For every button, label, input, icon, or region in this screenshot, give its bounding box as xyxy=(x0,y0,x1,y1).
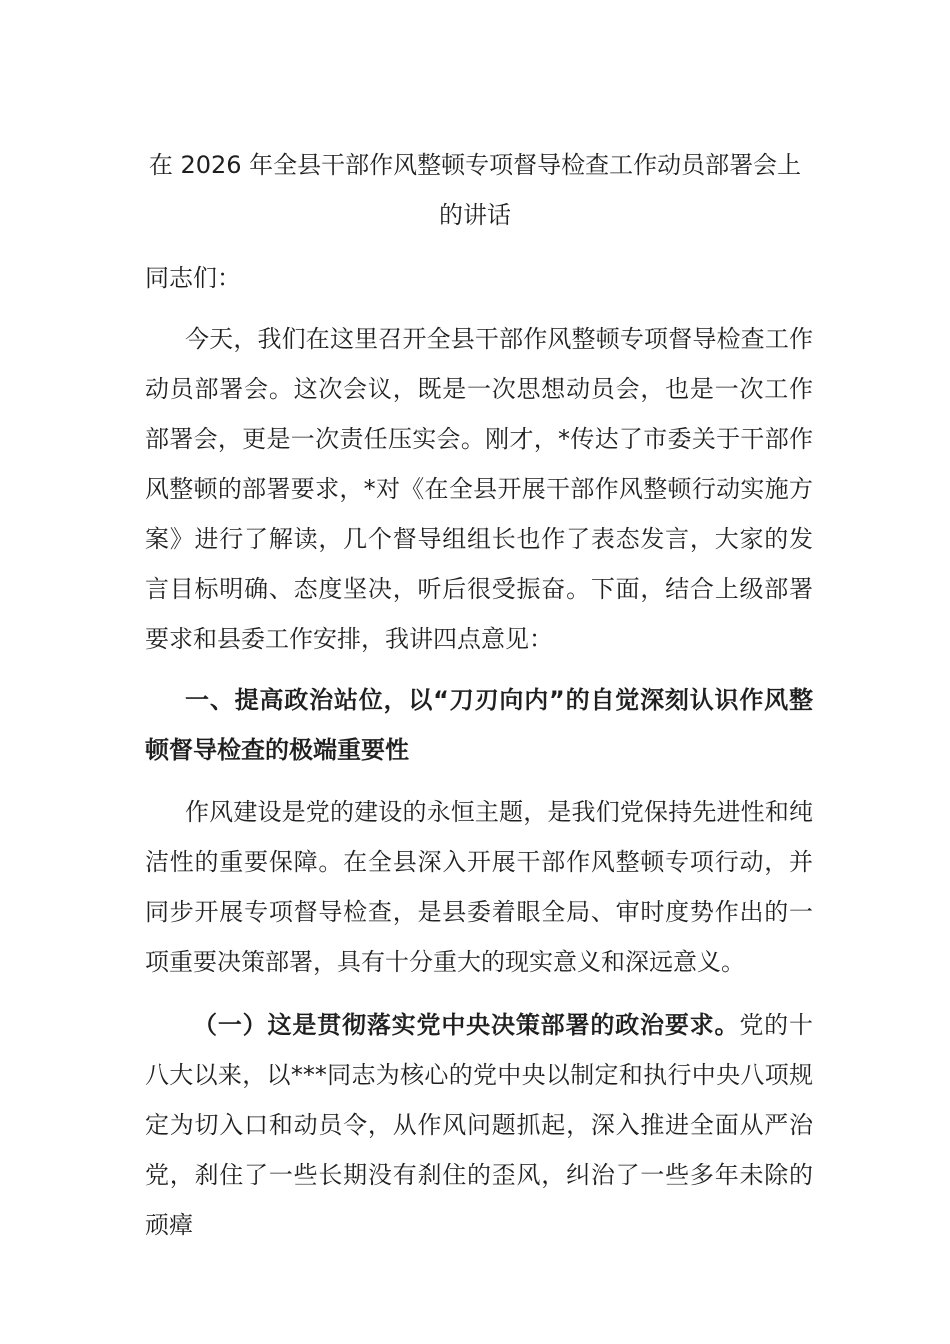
paragraph-subsection-1 xyxy=(145,1000,813,1250)
section-heading-1: 一、提高政治站位，以“刀刃向内”的自觉深刻认识作风整顿督导检查的极端重要性 xyxy=(145,686,813,764)
paragraph-section-1: 作风建设是党的建设的永恒主题，是我们党保持先进性和纯洁性的重要保障。在全县深入开展干部作风整顿专项行动，并同步开展专项督导检查，是县委着眼全局、审时度势作出的一项重要决策部署，具有十分重大的现实意义和深远意义。 xyxy=(145,798,813,976)
subsection-body-1: 党的十八大以来，以***同志为核心的党中央以制定和执行中央八项规定为切入口和动员令，从作风问题抓起，深入推进全面从严治党，刹住了一些长期没有刹住的歪风，纠治了一些多年未除的顽瘴 xyxy=(145,1011,814,1239)
subsection-heading-1: （一）这是贯彻落实党中央决策部署的政治要求。 xyxy=(193,1011,740,1039)
paragraph-intro: 今天，我们在这里召开全县干部作风整顿专项督导检查工作动员部署会。这次会议，既是一次思想动员会，也是一次工作部署会，更是一次责任压实会。刚才，*传达了市委关于干部作风整顿的部署要求，*对《在全县开展干部作风整顿行动实施方案》进行了解读，几个督导组组长也作了表态发言，大家的发言目标明确、态度坚决，听后很受振奋。下面，结合上级部署要求和县委工作安排，我讲四点意见： xyxy=(145,325,813,653)
salutation: 同志们： xyxy=(145,264,241,292)
document-title: 在 2026 年全县干部作风整顿专项督导检查工作动员部署会上的讲话 xyxy=(148,151,802,229)
